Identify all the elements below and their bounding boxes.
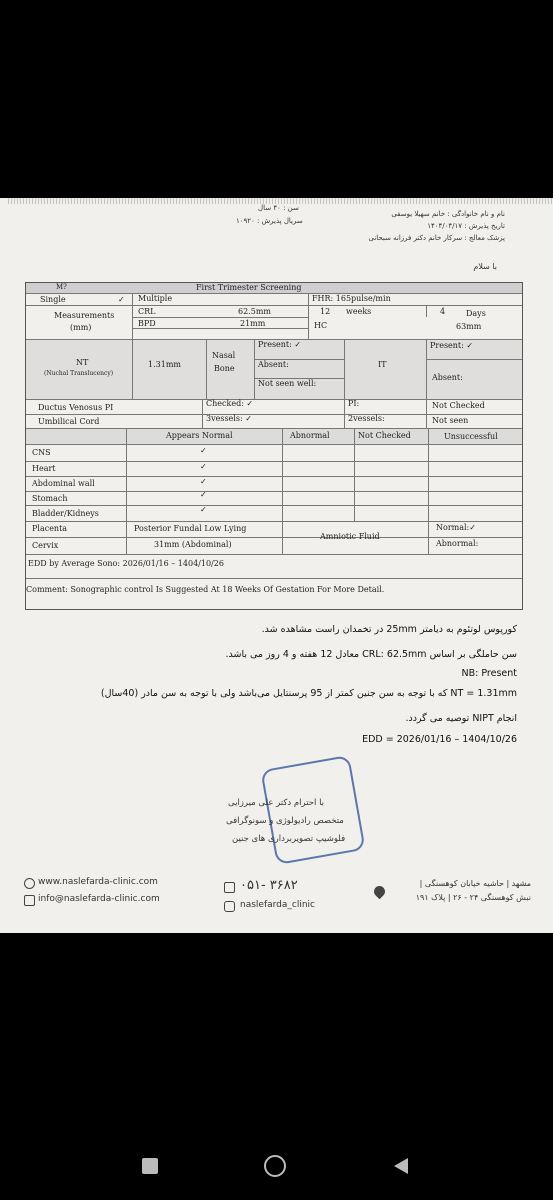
organ-name: Bladder/Kidneys [32,509,99,518]
note-nt: NT = 1.31mm که با توجه به سن جنین کمتر از 95 پرسنتایل می‌باشد ولی با توجه به سن مادر (40سال) [100,688,517,699]
days-value: 4 [440,307,446,316]
type-header: M? [56,283,67,291]
organ-mark: ✓ [200,490,207,499]
note-nasal-bone: NB: Present [461,668,517,679]
edd-by-sono: EDD by Average Sono: 2026/01/16 – 1404/10/26 [28,559,224,568]
greeting: با سلام [473,262,497,271]
placenta-value: Posterior Fundal Low Lying [134,524,247,533]
it-absent: Absent: [432,373,463,382]
fhr-value: FHR: 165pulse/min [312,294,391,303]
nasal-present: Present: ✓ [258,340,302,349]
report-photo [0,198,553,933]
note-corpus-luteum: کورپوس لوتئوم به دیامتر 25mm در تخمدان راست مشاهده شد. [261,624,517,635]
weeks-value: 12 [320,307,331,316]
nasal-label: Nasal [212,351,236,360]
organ-mark: ✓ [200,446,207,455]
crl-value: 62.5mm [238,307,271,316]
dv-label: Ductus Venosus PI [38,403,114,412]
admission-date: تاریخ پذیرش : ۱۴۰۴/۰۴/۱۷ [427,222,505,230]
cervix-label: Cervix [32,541,59,550]
umbilical-label: Umbilical Cord [38,417,100,426]
location-icon [372,884,388,900]
hc-label: HC [314,321,328,330]
note-edd: EDD = 2026/01/16 – 1404/10/26 [362,734,517,745]
website: www.naslefarda-clinic.com [38,877,158,887]
col-not-checked: Not Checked [358,431,411,440]
organ-mark: ✓ [200,462,207,471]
hc-value: 63mm [456,322,482,331]
signature-line-1: با احترام دکتر علی میرزایی [228,798,325,808]
instagram-icon [224,901,235,912]
weeks-label: weeks [346,307,372,316]
nasal-not-seen: Not seen well: [258,379,317,388]
nt-value: 1.31mm [148,360,181,369]
nt-sub-label: (Nuchal Translucency) [44,370,114,377]
phone-icon [224,882,235,893]
it-present: Present: ✓ [430,341,474,350]
referring-doctor: پزشک معالج : سرکار خانم دکتر فرزانه سبحانی [368,234,505,242]
af-normal: Normal:✓ [436,523,476,532]
phone: ۰۵۱- ۳۶۸۲ [240,878,298,893]
patient-age: سن : ۴۰ سال [258,204,299,212]
instagram: naslefarda_clinic [240,900,316,910]
email: info@naslefarda-clinic.com [38,894,160,904]
af-abnormal: Abnormal: [436,539,479,548]
address-line-2: نبش کوهسنگی ۲۴ - ۲۶ | پلاک ۱۹۱ [415,893,531,902]
comment: Comment: Sonographic control Is Suggested At 18 Weeks Of Gestation For More Detail. [26,585,385,594]
single-label: Single [40,295,66,304]
measurements-label: Measurements [54,311,115,320]
back-button[interactable] [394,1158,408,1174]
crl-label: CRL [138,307,156,316]
col-abnormal: Abnormal [290,431,330,440]
report-title: First Trimester Screening [196,283,302,292]
screening-table [25,282,523,610]
organ-name: Abdominal wall [32,479,95,488]
nasal-absent: Absent: [258,360,289,369]
days-label: Days [466,309,486,318]
placenta-label: Placenta [32,524,68,533]
note-gestational-age: سن حاملگی بر اساس CRL: 62.5mm معادل 12 هفته و 4 روز می باشد. [225,649,517,660]
signature-line-2: متخصص رادیولوژی و سونوگرافی [226,816,344,826]
two-vessels: 2vessels: [348,414,385,423]
dv-not-checked: Not Checked [432,401,485,410]
mm-label: (mm) [70,323,92,332]
organ-name: Stomach [32,494,68,503]
col-appears-normal: Appears Normal [166,431,233,440]
col-unsuccessful: Unsuccessful [444,432,498,441]
three-vessels: 3vessels: ✓ [206,414,252,423]
multiple-label: Multiple [138,294,173,303]
pi-label: PI: [348,399,360,408]
organ-name: CNS [32,448,51,457]
organ-mark: ✓ [200,505,207,514]
admission-serial: سریال پذیرش : ۱۰۹۲۰ [236,217,303,225]
note-nipt: انجام NIPT توصیه می گردد. [405,713,517,724]
umbilical-not-seen: Not seen [432,416,469,425]
signature-line-3: فلوشیپ تصویربرداری های جنین [232,834,346,844]
mail-icon [24,895,35,906]
doctor-stamp [260,755,365,865]
it-label: IT [378,360,387,369]
globe-icon [24,878,35,889]
amniotic-label: Amniotic Fluid [320,532,380,541]
bpd-label: BPD [138,319,156,328]
organ-mark: ✓ [200,477,207,486]
organ-name: Heart [32,464,56,473]
recent-apps-button[interactable] [142,1158,158,1174]
bpd-value: 21mm [240,319,266,328]
cervix-value: 31mm (Abdominal) [154,540,232,549]
dv-checked: Checked: ✓ [206,399,254,408]
patient-name: نام و نام خانوادگی : خانم سهیلا یوسفی [391,210,505,218]
address-line-1: مشهد | حاشیه خیابان کوهسنگی | [419,879,531,888]
home-button[interactable] [264,1155,286,1177]
bone-label: Bone [214,364,235,373]
single-check: ✓ [118,295,125,304]
nt-label: NT [76,358,89,367]
